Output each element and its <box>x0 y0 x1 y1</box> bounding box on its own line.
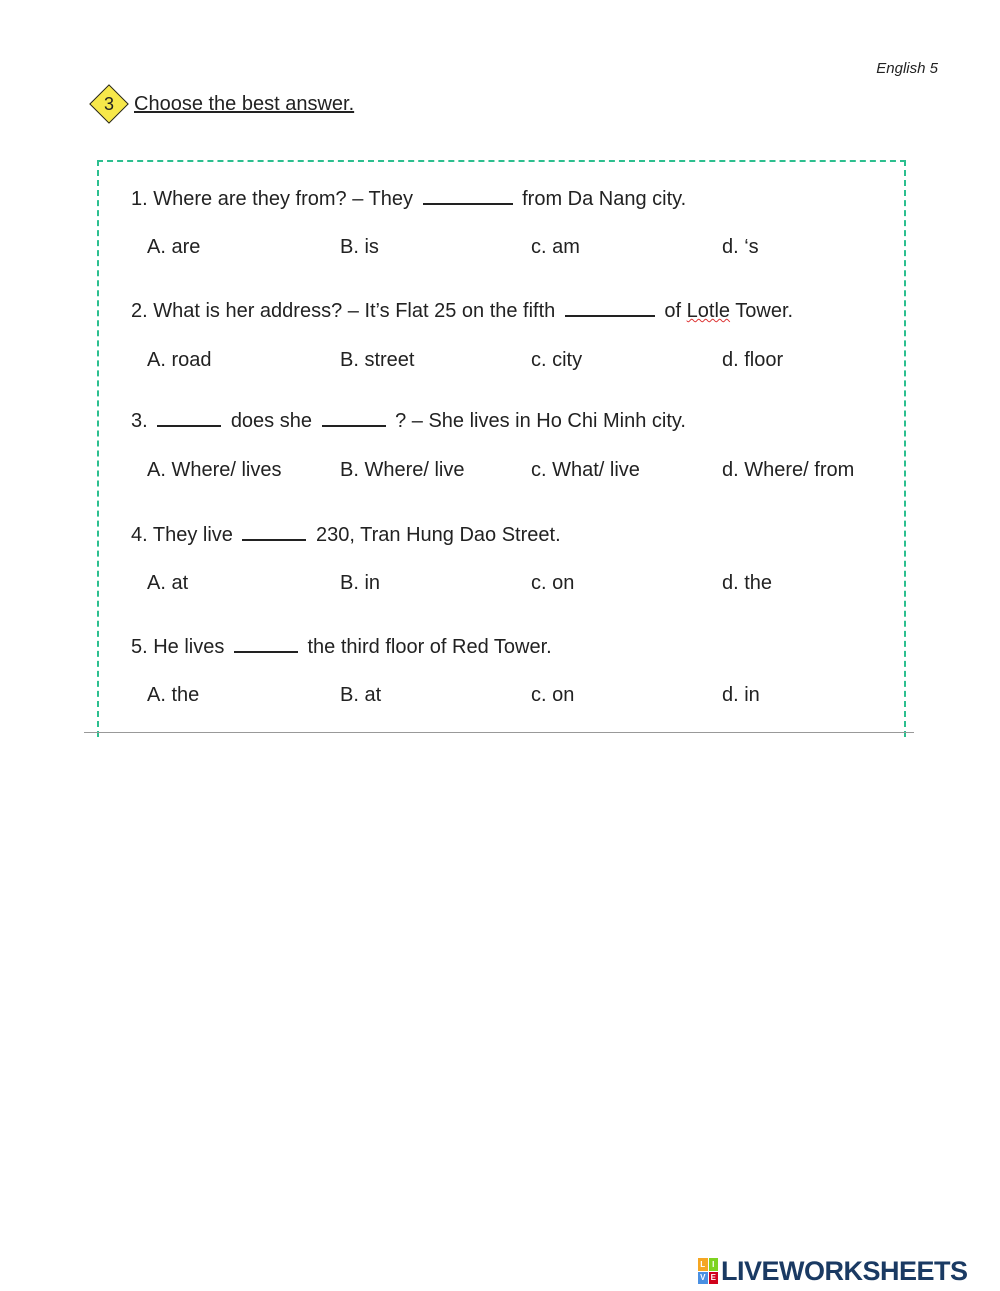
section-title: Choose the best answer. <box>134 92 355 115</box>
option-c[interactable]: c. on <box>531 572 575 594</box>
option-c[interactable]: c. What/ live <box>531 459 640 481</box>
question-text: from Da Nang city. <box>522 188 687 210</box>
logo-text: LIVEWORKSHEETS <box>721 1255 968 1286</box>
answer-blank[interactable] <box>234 650 298 653</box>
answer-blank[interactable] <box>157 424 221 427</box>
option-b[interactable]: B. street <box>340 349 415 371</box>
option-d[interactable]: d. the <box>722 572 773 594</box>
question-text: ? – She lives in Ho Chi Minh city. <box>395 410 686 432</box>
question-text: 1. Where are they from? – They <box>131 188 413 210</box>
question-text: 4. They live <box>131 524 233 546</box>
question-1 <box>131 188 686 211</box>
question-2 <box>131 300 793 323</box>
option-b[interactable]: B. is <box>340 236 379 258</box>
answer-blank[interactable] <box>565 314 655 317</box>
answer-blank[interactable] <box>242 538 306 541</box>
option-d[interactable]: d. ‘s <box>722 236 759 258</box>
answer-blank[interactable] <box>322 424 386 427</box>
question-text: Lotle <box>686 300 731 322</box>
option-a[interactable]: A. Where/ lives <box>147 459 282 481</box>
option-b[interactable]: B. at <box>340 684 382 706</box>
option-c[interactable]: c. am <box>531 236 580 258</box>
question-text: 230, Tran Hung Dao Street. <box>316 524 561 546</box>
option-c[interactable]: c. on <box>531 684 575 706</box>
question-text: 5. He lives <box>131 636 225 658</box>
liveworksheets-logo <box>698 1256 968 1286</box>
question-text: does she <box>230 410 312 432</box>
section-number-badge <box>89 84 129 124</box>
page-divider <box>84 732 914 733</box>
subject-label: English 5 <box>876 60 938 77</box>
question-text: the third floor of Red Tower. <box>307 636 552 658</box>
question-text: of <box>664 300 682 322</box>
question-3 <box>131 410 686 433</box>
option-d[interactable]: d. Where/ from <box>722 459 855 481</box>
section-heading <box>90 86 354 122</box>
option-a[interactable]: A. road <box>147 349 212 371</box>
option-c[interactable]: c. city <box>531 349 583 371</box>
question-text: 2. What is her address? – It’s Flat 25 on the fifth <box>131 300 556 322</box>
section-number: 3 <box>103 93 114 114</box>
question-text: Tower. <box>735 300 794 322</box>
option-b[interactable]: B. in <box>340 572 381 594</box>
option-a[interactable]: A. are <box>147 236 201 258</box>
option-a[interactable]: A. the <box>147 684 200 706</box>
question-4 <box>131 524 561 547</box>
question-5 <box>131 636 552 659</box>
liveworksheets-logo-icon: L I V E <box>698 1258 718 1284</box>
answer-blank[interactable] <box>423 202 513 205</box>
option-b[interactable]: B. Where/ live <box>340 459 465 481</box>
option-d[interactable]: d. floor <box>722 349 784 371</box>
question-text: 3. <box>131 410 148 432</box>
option-a[interactable]: A. at <box>147 572 189 594</box>
option-d[interactable]: d. in <box>722 684 760 706</box>
